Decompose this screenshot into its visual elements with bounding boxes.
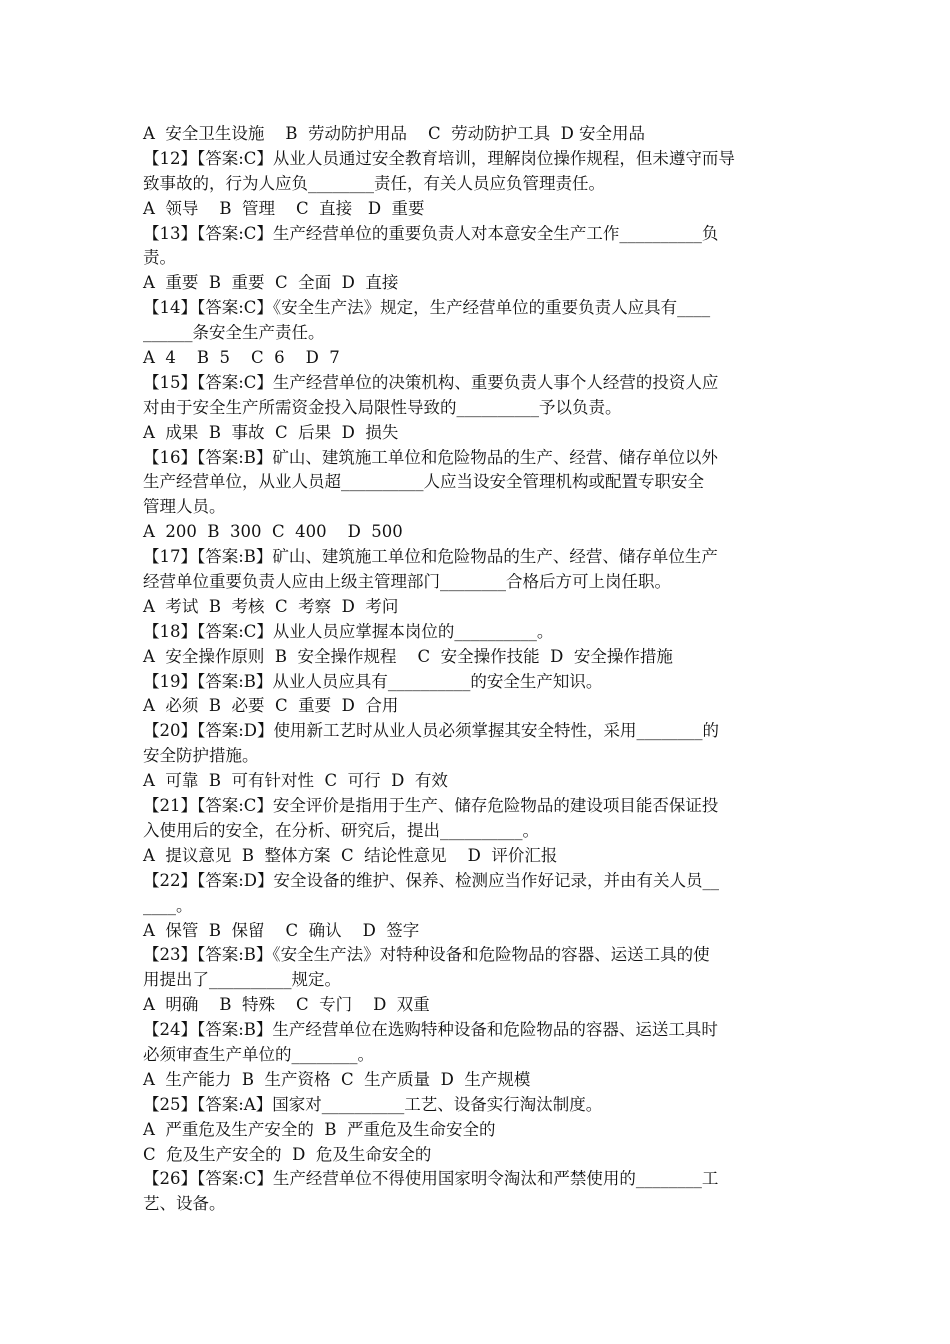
text-line: 【20】【答案:D】使用新工艺时从业人员必须掌握其安全特性，采用________的 [143, 721, 720, 741]
text-line: 【19】【答案:B】从业人员应具有__________的安全生产知识。 [143, 671, 603, 691]
text-line: A 重要 B 重要 C 全面 D 直接 [143, 273, 399, 293]
text-line: 【24】【答案:B】生产经营单位在选购特种设备和危险物品的容器、运送工具时 [143, 1020, 718, 1040]
text-line: 【21】【答案:C】安全评价是指用于生产、储存危险物品的建设项目能否保证投 [143, 796, 719, 816]
text-line: A 200 B 300 C 400 D 500 [143, 522, 403, 542]
text-line: 【17】【答案:B】矿山、建筑施工单位和危险物品的生产、经营、储存单位生产 [143, 547, 718, 567]
text-line: A 可靠 B 可有针对性 C 可行 D 有效 [143, 771, 448, 791]
text-line: A 必须 B 必要 C 重要 D 合用 [143, 696, 399, 716]
text-line: 【23】【答案:B】《安全生产法》对特种设备和危险物品的容器、运送工具的使 [143, 945, 710, 965]
text-line: 【16】【答案:B】矿山、建筑施工单位和危险物品的生产、经营、储存单位以外 [143, 447, 718, 467]
text-line: 生产经营单位，从业人员超__________人应当设安全管理机构或配置专职安全 [143, 472, 704, 492]
text-line: A 考试 B 考核 C 考察 D 考问 [143, 596, 399, 616]
text-line: 【13】【答案:C】生产经营单位的重要负责人对本意安全生产工作__________负 [143, 223, 719, 243]
text-line: 用提出了__________规定。 [143, 970, 341, 990]
text-line: 管理人员。 [143, 497, 226, 517]
text-line: 【14】【答案:C】《安全生产法》规定，生产经营单位的重要负责人应具有____ [143, 298, 711, 318]
text-line: ____。 [143, 895, 193, 915]
text-line: 【26】【答案:C】生产经营单位不得使用国家明令淘汰和严禁使用的________工 [143, 1169, 719, 1189]
text-line: 责。 [143, 248, 176, 268]
text-line: 安全防护措施。 [143, 746, 259, 766]
text-line: A 严重危及生产安全的 B 严重危及生命安全的 [143, 1119, 496, 1139]
text-line: A 4 B 5 C 6 D 7 [143, 348, 340, 368]
text-line: 经营单位重要负责人应由上级主管理部门________合格后方可上岗任职。 [143, 572, 671, 592]
document-body [143, 122, 813, 1217]
text-line: 对由于安全生产所需资金投入局限性导致的__________予以负责。 [143, 397, 622, 417]
text-line: C 危及生产安全的 D 危及生命安全的 [143, 1144, 432, 1164]
text-line: 必须审查生产单位的________。 [143, 1044, 374, 1064]
text-line: 入使用后的安全，在分析、研究后，提出__________。 [143, 820, 539, 840]
text-line: 【15】【答案:C】生产经营单位的决策机构、重要负责人事个人经营的投资人应 [143, 372, 719, 392]
text-line: ______条安全生产责任。 [143, 323, 325, 343]
text-line: 致事故的，行为人应负________责任，有关人员应负管理责任。 [143, 173, 605, 193]
text-line: A 提议意见 B 整体方案 C 结论性意见 D 评价汇报 [143, 845, 558, 865]
text-line: A 领导 B 管理 C 直接 D 重要 [143, 198, 425, 218]
text-line: A 明确 B 特殊 C 专门 D 双重 [143, 995, 430, 1015]
text-line: 【25】【答案:A】国家对__________工艺、设备实行淘汰制度。 [143, 1094, 603, 1114]
text-line: 艺、设备。 [143, 1194, 226, 1214]
text-line: A 保管 B 保留 C 确认 D 签字 [143, 920, 420, 940]
text-line: 【18】【答案:C】从业人员应掌握本岗位的__________。 [143, 621, 554, 641]
text-line: A 安全卫生设施 B 劳动防护用品 C 劳动防护工具 D 安全用品 [143, 124, 646, 143]
text-line: 【22】【答案:D】安全设备的维护、保养、检测应当作好记录，并由有关人员__ [143, 870, 720, 890]
text-line: A 成果 B 事故 C 后果 D 损失 [143, 422, 399, 442]
text-line: A 安全操作原则 B 安全操作规程 C 安全操作技能 D 安全操作措施 [143, 646, 673, 666]
text-line: A 生产能力 B 生产资格 C 生产质量 D 生产规模 [143, 1069, 531, 1089]
text-line: 【12】【答案:C】从业人员通过安全教育培训，理解岗位操作规程，但未遵守而导 [143, 148, 735, 168]
